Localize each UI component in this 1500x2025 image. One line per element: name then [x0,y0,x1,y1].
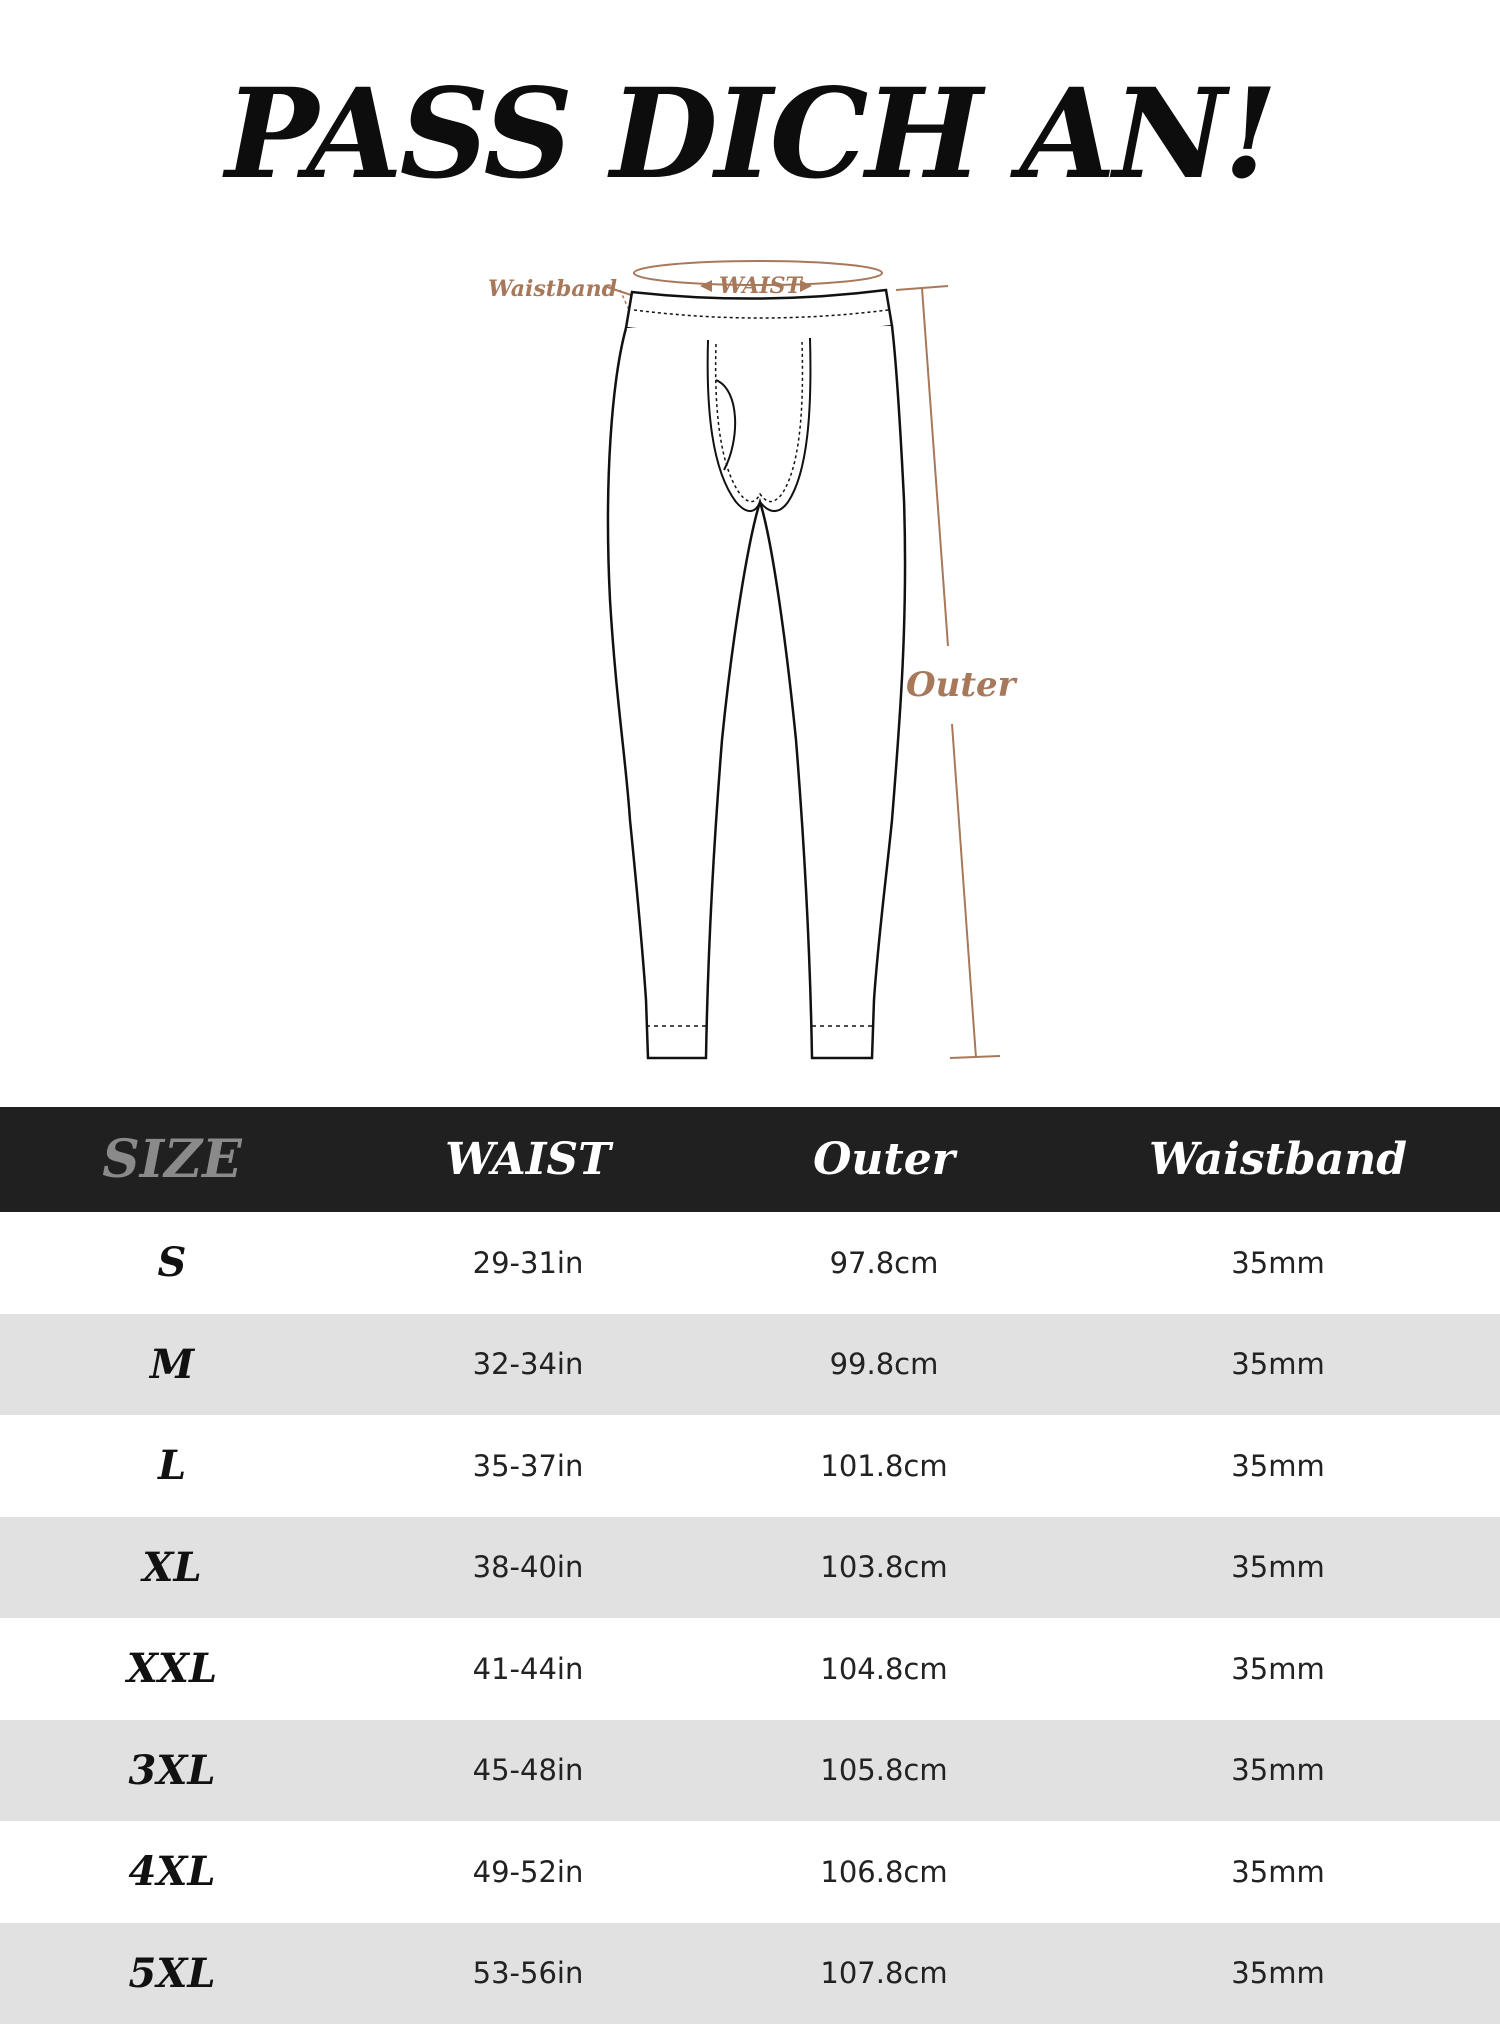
outer-measure-line-bottom [952,724,976,1058]
table-row [0,1821,1500,1923]
outer-cell: 105.8cm [820,1753,948,1788]
waistband-cell: 35mm [1231,1347,1325,1382]
waist-cell: 53-56in [472,1956,584,1991]
waist-label: WAIST [719,273,802,299]
header-waistband: Waistband [1149,1134,1407,1185]
outer-cell: 104.8cm [820,1651,948,1686]
leggings-outline [608,326,905,1058]
outer-bottom-tick [950,1056,1000,1058]
waist-arrow-right [700,280,712,292]
size-cell: 4XL [128,1848,216,1896]
waistband-cell: 35mm [1231,1448,1325,1483]
waist-cell: 38-40in [472,1550,584,1585]
size-cell: XXL [126,1645,218,1693]
size-cell: M [149,1340,195,1388]
outer-cell: 101.8cm [820,1448,948,1483]
table-row [0,1618,1500,1720]
table-row [0,1517,1500,1619]
table-row [0,1720,1500,1822]
leggings-measurement-diagram [0,240,1500,1080]
waist-cell: 41-44in [472,1651,584,1686]
waistband-cell: 35mm [1231,1245,1325,1280]
waistband-cell: 35mm [1231,1753,1325,1788]
waistband-cell: 35mm [1231,1550,1325,1585]
outer-cell: 106.8cm [820,1854,948,1889]
waistband-label: Waistband [488,276,617,302]
size-cell: L [157,1442,187,1490]
outer-cell: 107.8cm [820,1956,948,1991]
waistband-cell: 35mm [1231,1956,1325,1991]
waist-cell: 45-48in [472,1753,584,1788]
size-cell: 5XL [128,1949,216,1997]
table-row [0,1923,1500,2025]
table-row [0,1212,1500,1314]
outer-cell: 99.8cm [829,1347,939,1382]
table-row [0,1314,1500,1416]
page-title: PASS DICH AN! [225,62,1275,207]
outer-measure-line-top [922,288,948,646]
size-cell: S [157,1239,187,1287]
leggings-illustration [0,240,1500,1080]
header-size: SIZE [102,1129,242,1190]
table-row [0,1415,1500,1517]
table-header-row [0,1107,1500,1212]
waistband-cell: 35mm [1231,1854,1325,1889]
header-waist: WAIST [445,1134,611,1185]
header-outer: Outer [813,1134,955,1185]
waist-cell: 49-52in [472,1854,584,1889]
waistband-cell: 35mm [1231,1651,1325,1686]
waist-cell: 35-37in [472,1448,584,1483]
waist-cell: 32-34in [472,1347,584,1382]
outer-cell: 103.8cm [820,1550,948,1585]
outer-cell: 97.8cm [829,1245,939,1280]
size-chart-table [0,1107,1500,2024]
waist-cell: 29-31in [472,1245,584,1280]
outer-label: Outer [906,665,1016,705]
size-cell: 3XL [128,1746,216,1794]
size-cell: XL [142,1543,202,1591]
